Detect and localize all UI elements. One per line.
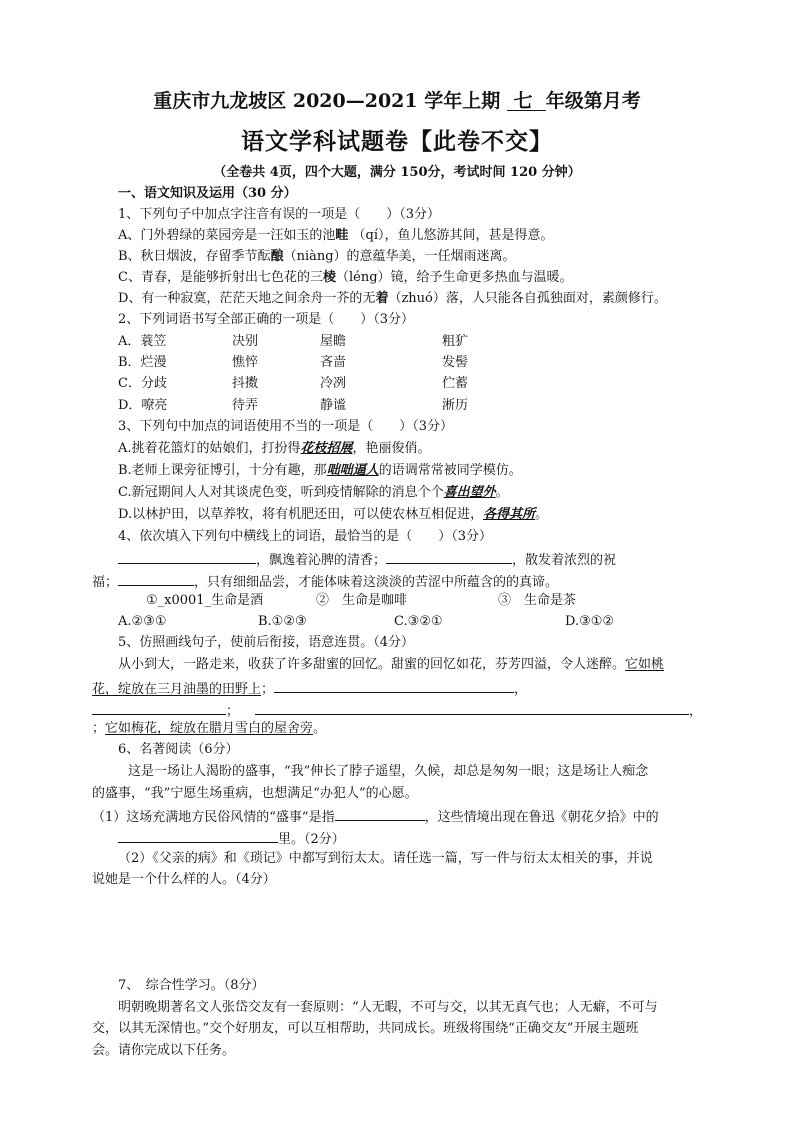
q1-option-d: D、有一种寂寞，茫茫天地之间余舟一芥的无着（zhuó）落，人只能各自孤独面对，素颜修行。 xyxy=(118,291,667,306)
q6-sub1-cont: 里。（2分） xyxy=(118,828,345,849)
exam-subject-title: 语文学科试题卷【此卷不交】 xyxy=(241,128,553,155)
q4-choice-c: C.③②① xyxy=(394,614,443,629)
q4-choice-d: D.③①② xyxy=(565,614,615,629)
answer-blank[interactable] xyxy=(118,828,278,843)
dotted-phrase: 咄咄逼人 xyxy=(326,463,379,478)
q5-para-4: ；它如梅花，绽放在腊月雪白的屋舍旁。 xyxy=(92,721,327,736)
q2-cell: 冷冽 xyxy=(320,376,347,391)
q6-sub1: （1）这场充满地方民俗风情的“盛事”是指 ，这些情境出现在鲁迅《朝花夕拾》中的 xyxy=(92,806,659,827)
q4-line1: ，飘逸着沁脾的清香； ，散发着浓烈的祝 xyxy=(118,549,616,570)
q2-cell: A．蓑笠 xyxy=(118,334,167,349)
q3-option-d: D.以林护田，以草养牧，将有机肥还田，可以使农林互相促进，各得其所。 xyxy=(118,507,549,522)
q5-para-3: ； ， xyxy=(92,700,702,721)
exam-info: （全卷共 4页，四个大题，满分 150分，考试时间 120 分钟） xyxy=(213,165,581,180)
q4-option-2: ② 生命是咖啡 xyxy=(316,593,408,608)
q4-choice-a: A.②③① xyxy=(118,614,167,629)
title-suffix: 年级第月考 xyxy=(545,90,641,112)
grade-fill xyxy=(507,90,546,112)
q7-para-line1: 明朝晚期著名文人张岱交友有一套原则：“人无暇，不可与交，以其无真气也；人无癖，不可与 xyxy=(118,1000,658,1015)
underlined-sentence: 它如桃 xyxy=(625,657,665,672)
q6-sub2-line1: （2）《父亲的病》和《琐记》中都写到衍太太。请任选一篇，写一件与衍太太相关的事，并说 xyxy=(118,851,653,866)
q2-cell: 静谧 xyxy=(320,398,347,413)
q2-cell: 发髻 xyxy=(442,355,469,370)
q2-stem: 2、下列词语书写全部正确的一项是（ ）（3分） xyxy=(118,312,415,327)
answer-blank[interactable] xyxy=(118,549,256,564)
q1-option-b: B、秋日烟波，存留季节酝酿（niàng）的意蕴华美，一任烟雨迷离。 xyxy=(118,249,516,264)
answer-blank[interactable] xyxy=(118,571,194,586)
q6-passage-line1: 这是一场让人渴盼的盛事，“我”伸长了脖子遥望，久候，却总是匆匆一眼；这是场让人痴念 xyxy=(128,764,649,779)
q3-option-b: B.老师上课旁征博引，十分有趣，那咄咄逼人的语调常常被同学模仿。 xyxy=(118,463,522,478)
q4-stem: 4、依次填入下列句中横线上的词语，最恰当的是（ ）（3分） xyxy=(118,529,493,544)
title-prefix: 重庆市九龙坡区 2020—2021 学年上期 xyxy=(153,90,507,112)
q7-para-line3: 会。请你完成以下任务。 xyxy=(92,1043,236,1058)
q3-option-c: C.新冠期间人人对其谈虎色变，听到疫情解除的消息个个喜出望外。 xyxy=(118,485,509,500)
section-heading: 一、语文知识及运用（30 分） xyxy=(118,186,297,201)
q6-sub2-line2: 说她是一个什么样的人。（4分） xyxy=(92,872,276,887)
q1-option-c: C、青春，是能够折射出七色花的三棱（léng）镜，给予生命更多热血与温暖。 xyxy=(118,270,573,285)
dotted-phrase: 喜出望外 xyxy=(443,485,496,500)
q2-cell: 伫蓄 xyxy=(442,376,469,391)
q3-option-a: A.挑着花篮灯的姑娘们，打扮得花枝招展，艳丽俊俏。 xyxy=(118,441,431,456)
q1-stem: 1、下列句子中加点字注音有误的一项是（ ）（3分） xyxy=(118,207,441,222)
dotted-phrase: 各得其所 xyxy=(483,507,536,522)
dotted-phrase: 花枝招展 xyxy=(300,441,353,456)
q7-stem: 7、 综合性学习。（8分） xyxy=(118,978,265,993)
answer-blank[interactable] xyxy=(386,549,512,564)
q6-stem: 6、名著阅读（6分） xyxy=(118,742,239,757)
answer-blank[interactable] xyxy=(335,806,425,821)
q2-cell: 粗犷 xyxy=(442,334,469,349)
q2-cell: 屋瞻 xyxy=(320,334,347,349)
q2-cell: 吝啬 xyxy=(320,355,347,370)
q1-option-a: A、门外碧绿的菜园旁是一汪如玉的池畦 （qí），鱼儿悠游其间，甚是得意。 xyxy=(118,228,554,243)
dotted-char: 畦 xyxy=(335,228,349,243)
answer-blank[interactable] xyxy=(255,700,689,715)
q2-cell: B．烂漫 xyxy=(118,355,167,370)
q3-stem: 3、下列句中加点的词语使用不当的一项是（ ）（3分） xyxy=(118,419,454,434)
q2-cell: 待弄 xyxy=(232,398,259,413)
q4-line2: 福； ，只有细细品尝，才能体味着这淡淡的苦涩中所蕴含的的真谛。 xyxy=(92,571,558,592)
dotted-char: 着 xyxy=(375,291,389,306)
q5-para-2: 花，绽放在三月油墨的田野上； ， xyxy=(92,678,527,699)
q2-cell: 淅历 xyxy=(442,398,469,413)
q2-cell: 抖擞 xyxy=(232,376,259,391)
underlined-sentence: 花，绽放在三月油墨的田野上 xyxy=(92,682,262,697)
underlined-sentence: 它如梅花，绽放在腊月雪白的屋舍旁 xyxy=(105,721,314,736)
q4-choice-b: B.①②③ xyxy=(258,614,307,629)
q2-cell: 决别 xyxy=(232,334,259,349)
q4-option-3: ③ 生命是茶 xyxy=(498,593,577,608)
answer-blank[interactable] xyxy=(92,700,226,715)
q7-para-line2: 交，以其无深情也。”交个好朋友，可以互相帮助，共同成长。班级将围绕“正确交友”开展主题班 xyxy=(92,1021,639,1036)
answer-blank[interactable] xyxy=(274,678,514,693)
dotted-char: 棱 xyxy=(322,270,336,285)
grade-value: 七 xyxy=(513,90,533,112)
q6-passage-line2: 的盛事，“我”宁愿生场重病，也想满足“办犯人”的心愿。 xyxy=(92,786,418,801)
exam-title xyxy=(0,86,794,113)
q2-cell: C．分歧 xyxy=(118,376,167,391)
q4-option-1: ①_x0001_生命是酒 xyxy=(146,593,264,608)
q2-cell: D．嘹亮 xyxy=(118,398,168,413)
dotted-char: 酿 xyxy=(270,249,284,264)
q5-stem: 5、仿照画线句子，使前后衔接，语意连贯。（4分） xyxy=(118,635,415,650)
q2-cell: 憔悴 xyxy=(232,355,259,370)
q5-para-1: 从小到大，一路走来，收获了许多甜蜜的回忆。甜蜜的回忆如花，芬芳四溢，令人迷醉。它如桃 xyxy=(118,657,665,672)
